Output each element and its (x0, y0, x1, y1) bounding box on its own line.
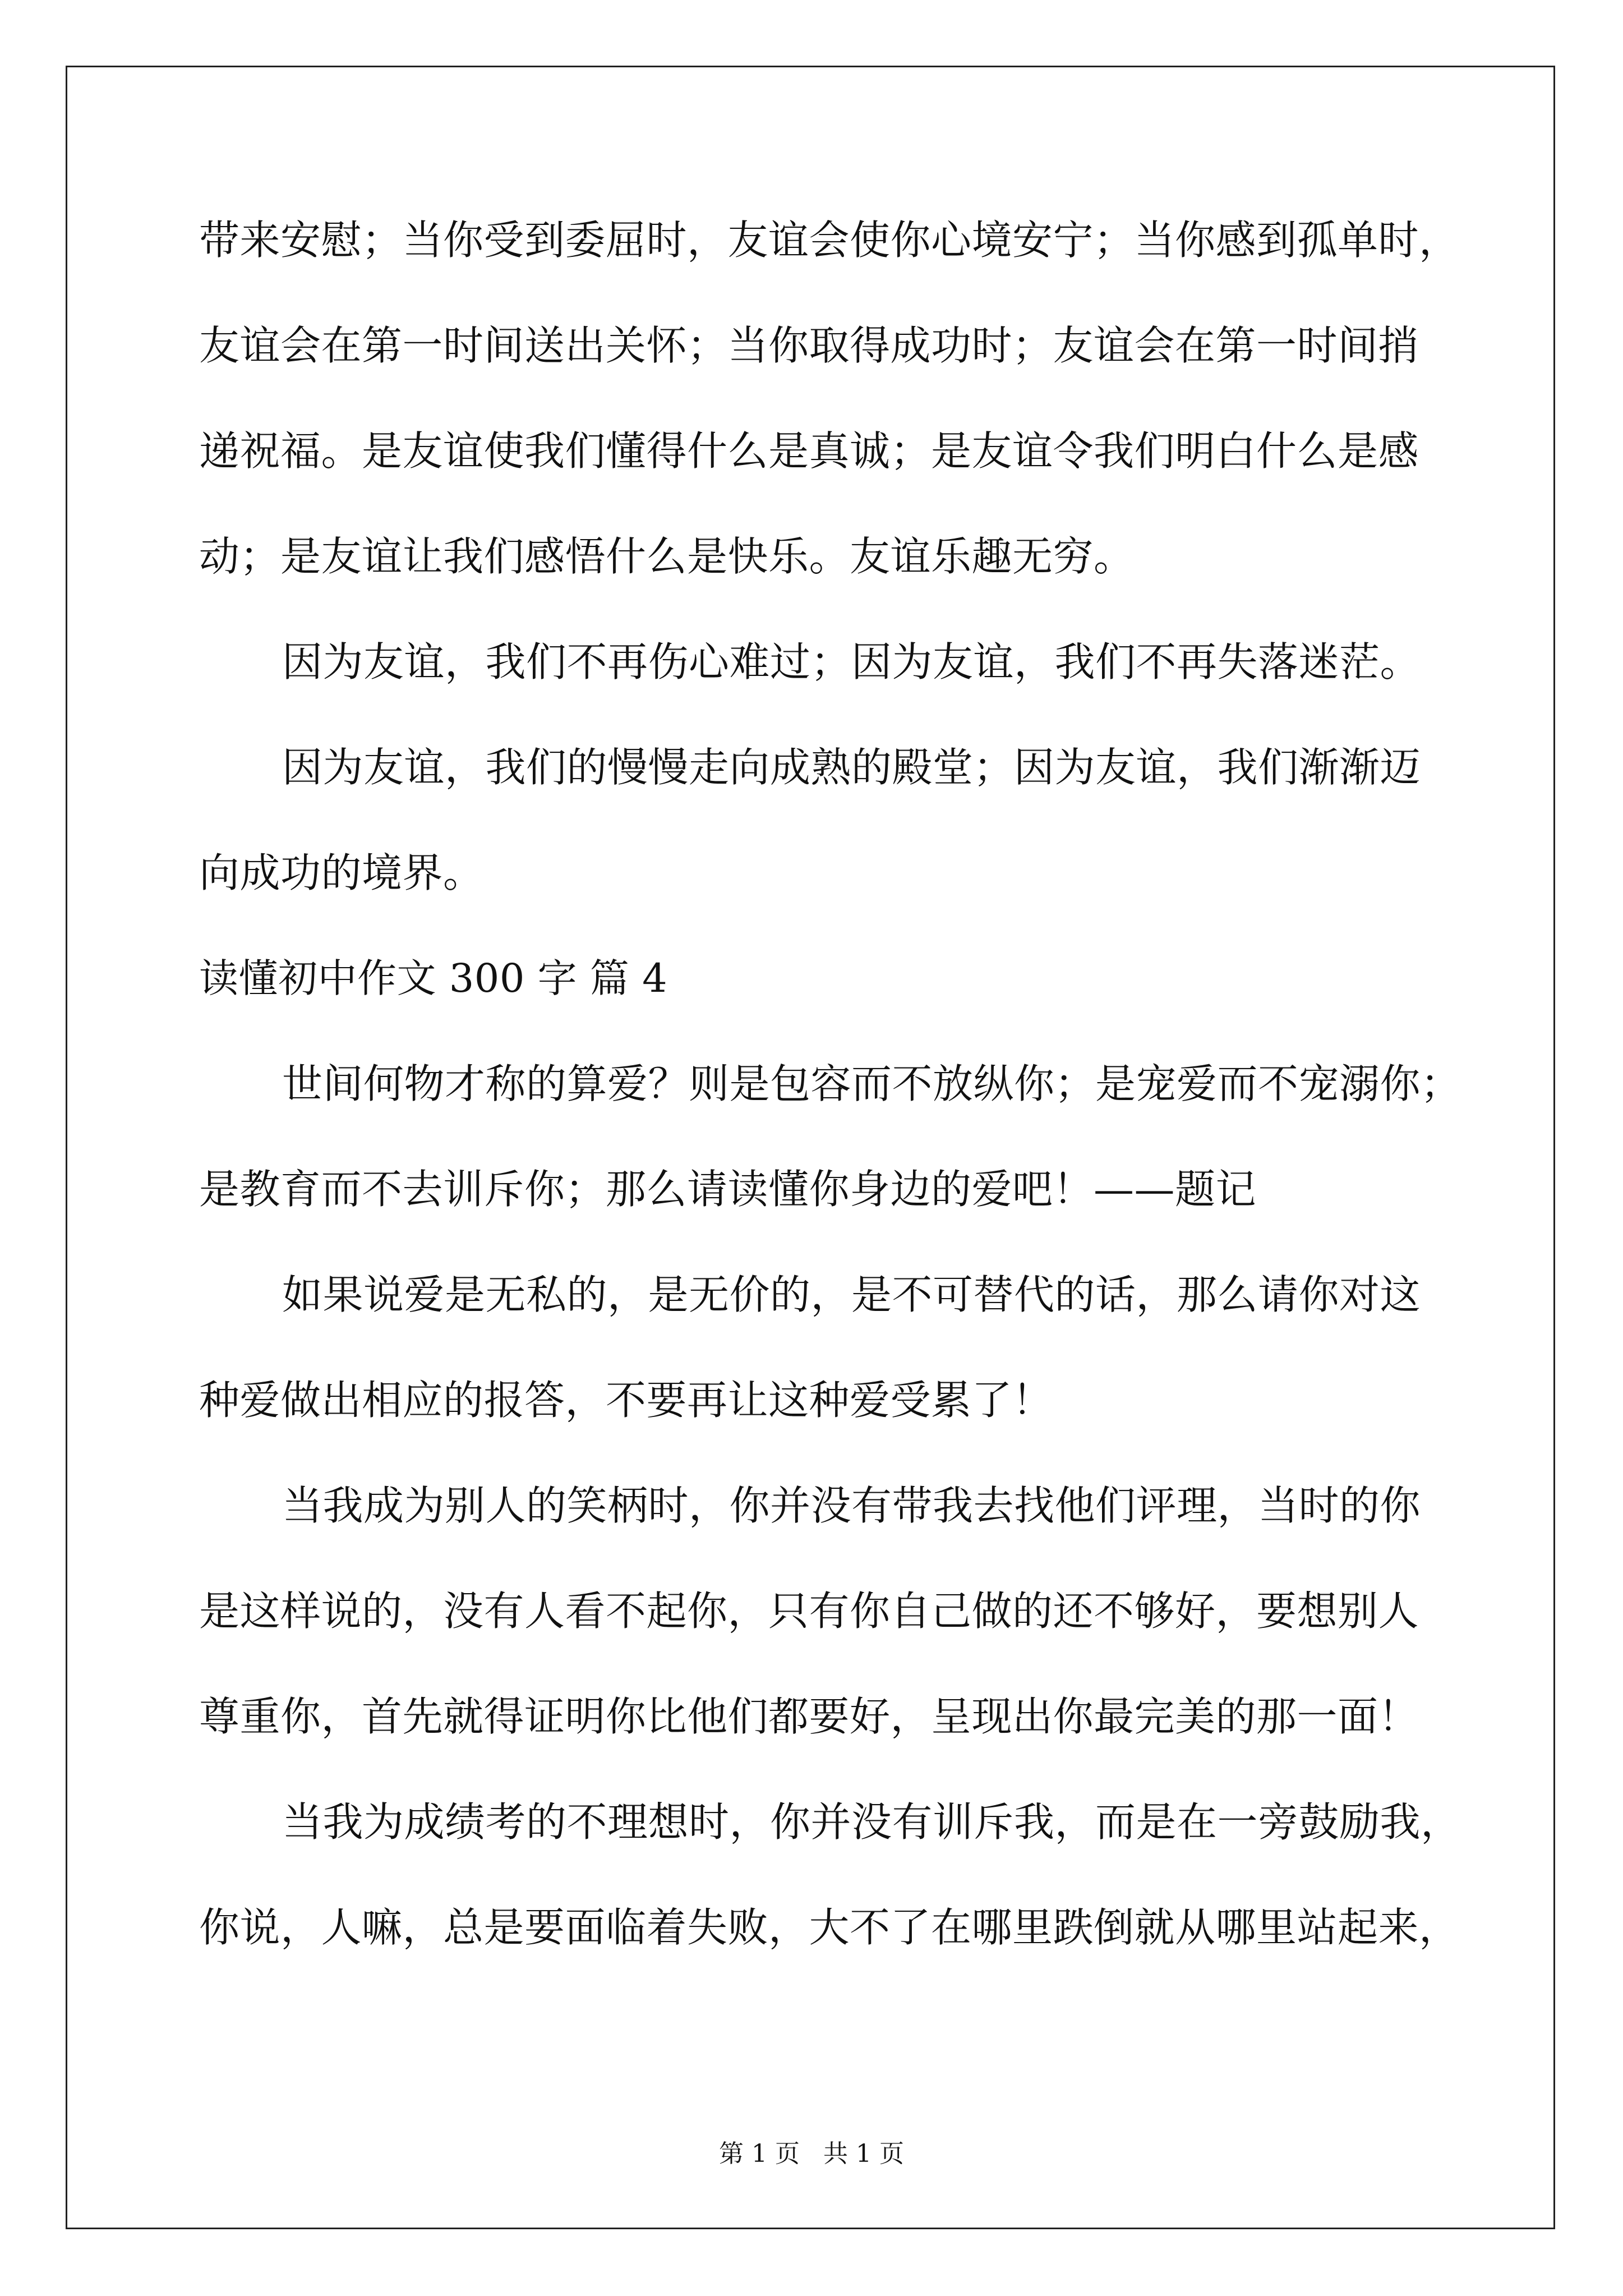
paragraph-start: 因为友谊，我们的慢慢走向成熟的殿堂；因为友谊，我们渐渐迈 (282, 744, 1421, 791)
paragraph-start: 当我成为别人的笑柄时，你并没有带我去找他们评理，当时的你 (282, 1482, 1421, 1529)
text-line: 种爱做出相应的报答，不要再让这种爱受累了！ (199, 1377, 1053, 1424)
text-line: 递祝福。是友谊使我们懂得什么是真诚；是友谊令我们明白什么是感 (199, 427, 1419, 475)
paragraph-start: 因为友谊，我们不再伤心难过；因为友谊，我们不再失落迷茫。 (282, 638, 1421, 685)
page-number: 第 1 页 (719, 2139, 800, 2168)
text-line: 是这样说的，没有人看不起你，只有你自己做的还不够好，要想别人 (199, 1588, 1419, 1635)
paragraph-start: 世间何物才称的算爱？则是包容而不放纵你；是宠爱而不宠溺你； (282, 1060, 1461, 1107)
text-line: 带来安慰；当你受到委屈时，友谊会使你心境安宁；当你感到孤单时， (199, 217, 1460, 264)
section-heading: 读懂初中作文 300 字 篇 4 (199, 955, 668, 1001)
page-footer (0, 2137, 1623, 2171)
paragraph-start: 如果说爱是无私的，是无价的，是不可替代的话，那么请你对这 (282, 1271, 1421, 1318)
text-line: 向成功的境界。 (199, 849, 484, 896)
text-line: 尊重你，首先就得证明你比他们都要好，呈现出你最完美的那一面！ (199, 1693, 1419, 1740)
text-line: 友谊会在第一时间送出关怀；当你取得成功时；友谊会在第一时间捎 (199, 322, 1419, 369)
text-line: 你说，人嘛，总是要面临着失败，大不了在哪里跌倒就从哪里站起来， (199, 1904, 1460, 1951)
text-line: 是教育而不去训斥你；那么请读懂你身边的爱吧！——题记 (199, 1166, 1257, 1213)
paragraph-start: 当我为成绩考的不理想时，你并没有训斥我，而是在一旁鼓励我， (282, 1798, 1461, 1846)
page-total: 共 1 页 (823, 2139, 904, 2168)
text-line: 动；是友谊让我们感悟什么是快乐。友谊乐趣无穷。 (199, 533, 1135, 580)
